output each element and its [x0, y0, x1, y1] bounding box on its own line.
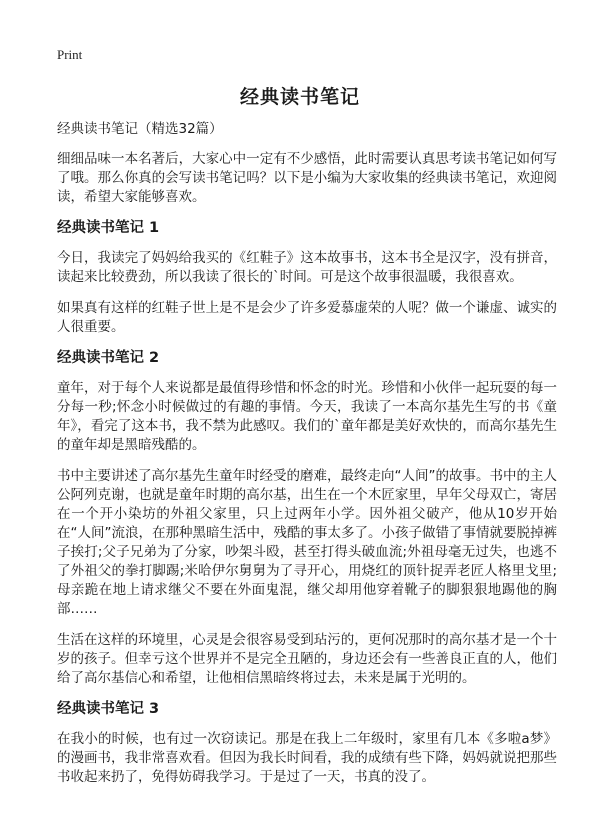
intro-paragraph: 细细品味一本名著后，大家心中一定有不少感悟，此时需要认真思考读书笔记如何写了哦。那么你真的会写读书笔记吗？以下是小编为大家收集的经典读书笔记，欢迎阅读，希望大家能够喜欢。 [57, 151, 557, 205]
section-2-paragraph: 童年，对于每个人来说都是最值得珍惜和怀念的时光。珍惜和小伙伴一起玩耍的每一分每一秒;怀念小时候做过的有趣的事情。今天，我读了一本高尔基先生写的书《童年》，看完了这本书，我不禁为此感叹。我们的`童年都是美好欢快的，而高尔基先生的童年却是黑暗残酷的。 [57, 380, 557, 453]
section-3-paragraph: 在我小的时候，也有过一次窃读记。那是在我上二年级时，家里有几本《多啦a梦》的漫画书，我非常喜欢看。但因为我长时间看，我的成绩有些下降，妈妈就说把那些书收起来扔了，免得妨碍我学习。于是过了一天，书真的没了。 [57, 731, 557, 785]
article-body [57, 120, 557, 799]
section-1-paragraph: 今日，我读完了妈妈给我买的《红鞋子》这本故事书，这本书全是汉字，没有拼音，读起来比较费劲，所以我读了很长的`时间。可是这个故事很温暖，我很喜欢。 [57, 250, 557, 285]
section-1-paragraph: 如果真有这样的红鞋子世上是不是会少了许多爱慕虚荣的人呢？做一个谦虚、诚实的人很重要。 [57, 300, 557, 335]
article-subtitle: 经典读书笔记（精选32篇） [57, 121, 223, 137]
page-title: 经典读书笔记 [239, 86, 360, 108]
section-heading-1: 经典读书笔记 1 [57, 220, 160, 236]
section-2-paragraph: 生活在这样的环境里，心灵是会很容易受到玷污的，更何况那时的高尔基才是一个十岁的孩子。但幸亏这个世界并不是完全丑陋的，身边还会有一些善良正直的人，他们给了高尔基信心和希望，让他相信黑暗终将过去，未来是属于光明的。 [57, 632, 557, 686]
section-2-paragraph: 书中主要讲述了高尔基先生童年时经受的磨难，最终走向“人间”的故事。书中的主人公阿列克谢，也就是童年时期的高尔基，出生在一个木匠家里，早年父母双亡，寄居在一个开小染坊的外祖父家里，只上过两年小学。因外祖父破产，他从10岁开始在“人间”流浪，在那种黑暗生活中，残酷的事太多了。小孩子做错了事情就要脱掉裤子挨打;父子兄弟为了分家，吵架斗殴，甚至打得头破血流;外祖母毫无过失，也逃不了外祖父的拳打脚踢;米哈伊尔舅舅为了寻开心，用烧红的顶针捉弄老匠人格里戈里;母亲跪在地上请求继父不要在外面鬼混，继父却用他穿着靴子的脚狠狠地踢他的胸部…… [57, 468, 557, 617]
section-heading-3: 经典读书笔记 3 [57, 701, 160, 717]
print-link[interactable]: Print [57, 47, 83, 62]
section-heading-2: 经典读书笔记 2 [57, 350, 160, 366]
